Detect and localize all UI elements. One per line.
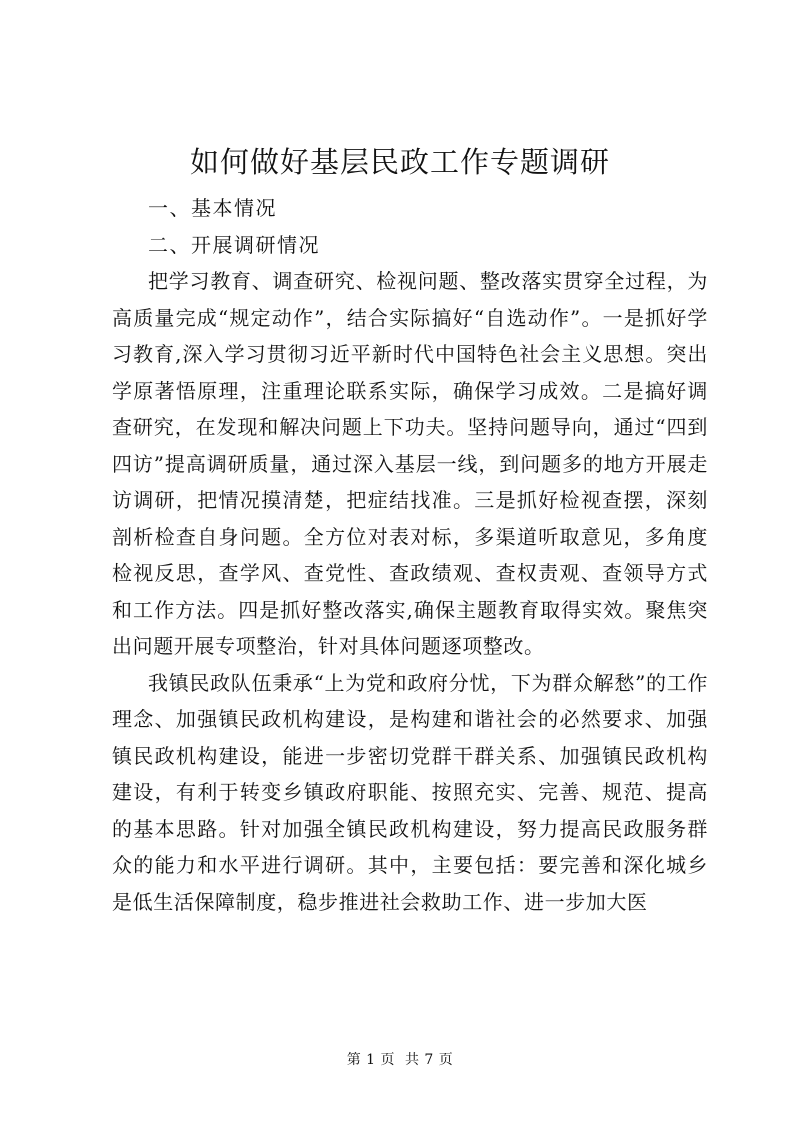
page-footer bbox=[0, 1050, 800, 1070]
page-number-label: 第 1 页 共 7 页 bbox=[346, 1052, 454, 1068]
body-paragraph: 我镇民政队伍秉承“上为党和政府分忧，下为群众解愁”的工作理念、加强镇民政机构建设，是构建和谐社会的必然要求、加强镇民政机构建设，能进一步密切党群干群关系、加强镇民政机构建设，有利于转变乡镇政府职能、按照充实、完善、规范、提高的基本思路。针对加强全镇民政机构建设，努力提高民政服务群众的能力和水平进行调研。其中，主要包括：要完善和深化城乡是低生活保障制度，稳步推进社会救助工作、进一步加大医 bbox=[112, 670, 708, 914]
section-heading-research-status: 二、开展调研情况 bbox=[148, 232, 320, 257]
document-body bbox=[112, 190, 708, 920]
body-paragraph: 把学习教育、调查研究、检视问题、整改落实贯穿全过程，为高质量完成“规定动作”，结合实际搞好“自选动作”。一是抓好学习教育,深入学习贯彻习近平新时代中国特色社会主义思想。突出学原著悟原理，注重理论联系实际，确保学习成效。二是搞好调查研究，在发现和解决问题上下功夫。坚持问题导向，通过“四到四访”提高调研质量，通过深入基层一线，到问题多的地方开展走访调研，把情况摸清楚，把症结找准。三是抓好检视查摆，深刻剖析检查自身问题。全方位对表对标，多渠道听取意见，多角度检视反思，查学风、查党性、查政绩观、查权责观、查领导方式和工作方法。四是抓好整改落实,确保主题教育取得实效。聚焦突出问题开展专项整治，针对具体问题逐项整改。 bbox=[112, 269, 708, 658]
section-heading-basic-situation: 一、基本情况 bbox=[148, 196, 277, 220]
document-title: 如何做好基层民政工作专题调研 bbox=[189, 145, 610, 179]
